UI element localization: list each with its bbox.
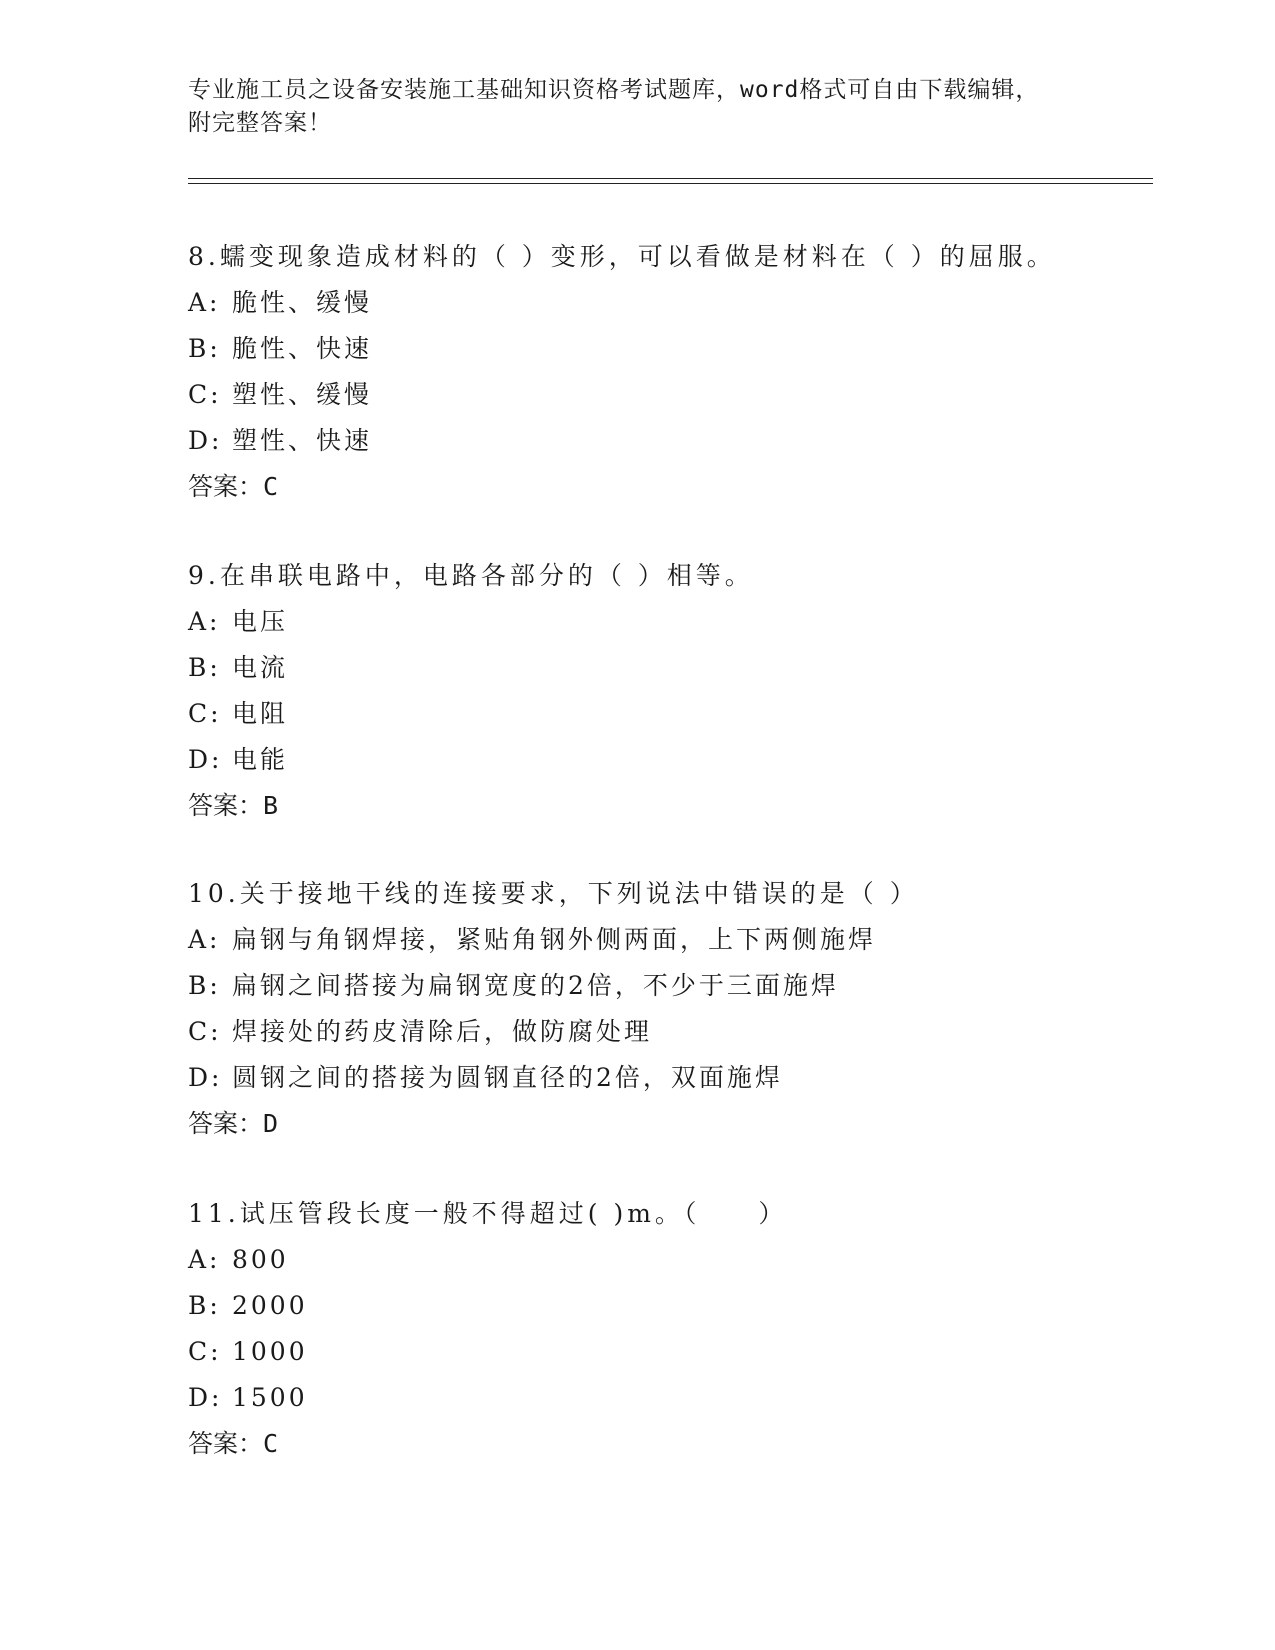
option-a <box>188 917 1148 963</box>
option-text: 塑性、快速 <box>232 426 373 455</box>
option-letter: B: <box>188 653 221 682</box>
option-text: 800 <box>232 1245 289 1274</box>
option-d <box>188 418 1148 464</box>
option-text: 圆钢之间的搭接为圆钢直径的2倍，双面施焊 <box>232 1063 783 1092</box>
document-header <box>188 74 1088 140</box>
option-text: 塑性、缓慢 <box>232 380 373 409</box>
option-c <box>188 1009 1148 1055</box>
option-letter: A: <box>188 925 221 954</box>
option-text: 扁钢与角钢焊接，紧贴角钢外侧两面，上下两侧施焊 <box>232 925 877 954</box>
option-letter: A: <box>188 288 221 317</box>
option-letter: A: <box>188 1245 221 1274</box>
option-text: 电能 <box>232 745 289 774</box>
option-c <box>188 691 1148 737</box>
option-letter: C: <box>188 380 222 409</box>
header-line-1: 专业施工员之设备安装施工基础知识资格考试题库，word格式可自由下载编辑， <box>188 77 1040 103</box>
header-divider-bottom <box>188 183 1153 184</box>
header-line-2: 附完整答案！ <box>188 110 332 136</box>
question-10 <box>188 871 1148 1147</box>
option-b <box>188 1283 1148 1329</box>
header-divider-top <box>188 178 1153 179</box>
question-9 <box>188 553 1148 829</box>
option-letter: A: <box>188 607 221 636</box>
option-text: 焊接处的药皮清除后，做防腐处理 <box>232 1017 653 1046</box>
answer-line: 答案：C <box>188 472 279 501</box>
option-letter: C: <box>188 1337 222 1366</box>
option-c <box>188 1329 1148 1375</box>
option-text: 2000 <box>232 1291 308 1320</box>
question-8 <box>188 234 1148 510</box>
option-d <box>188 1375 1148 1421</box>
option-d <box>188 1055 1148 1101</box>
option-letter: D: <box>188 1063 223 1092</box>
option-text: 脆性、快速 <box>232 334 373 363</box>
option-text: 1000 <box>232 1337 308 1366</box>
option-a <box>188 1237 1148 1283</box>
option-text: 扁钢之间搭接为扁钢宽度的2倍，不少于三面施焊 <box>232 971 839 1000</box>
question-stem: 11.试压管段长度一般不得超过( )m。（ ） <box>188 1199 788 1228</box>
option-text: 1500 <box>232 1383 308 1412</box>
option-c <box>188 372 1148 418</box>
option-a <box>188 280 1148 326</box>
answer-line: 答案：C <box>188 1429 279 1458</box>
option-text: 电压 <box>232 607 289 636</box>
question-stem: 8.蠕变现象造成材料的（ ）变形，可以看做是材料在（ ）的屈服。 <box>188 242 1056 271</box>
option-letter: B: <box>188 334 221 363</box>
option-d <box>188 737 1148 783</box>
option-letter: D: <box>188 1383 223 1412</box>
option-letter: B: <box>188 1291 221 1320</box>
option-letter: D: <box>188 745 223 774</box>
option-text: 脆性、缓慢 <box>232 288 373 317</box>
option-letter: B: <box>188 971 221 1000</box>
answer-line: 答案：B <box>188 791 279 820</box>
option-b <box>188 326 1148 372</box>
option-letter: C: <box>188 699 222 728</box>
option-text: 电流 <box>232 653 289 682</box>
option-b <box>188 963 1148 1009</box>
option-a <box>188 599 1148 645</box>
option-text: 电阻 <box>232 699 289 728</box>
option-b <box>188 645 1148 691</box>
option-letter: D: <box>188 426 223 455</box>
question-11 <box>188 1191 1148 1467</box>
question-stem: 10.关于接地干线的连接要求，下列说法中错误的是（ ） <box>188 879 919 908</box>
answer-line: 答案：D <box>188 1109 279 1138</box>
question-stem: 9.在串联电路中，电路各部分的（ ）相等。 <box>188 561 754 590</box>
option-letter: C: <box>188 1017 222 1046</box>
